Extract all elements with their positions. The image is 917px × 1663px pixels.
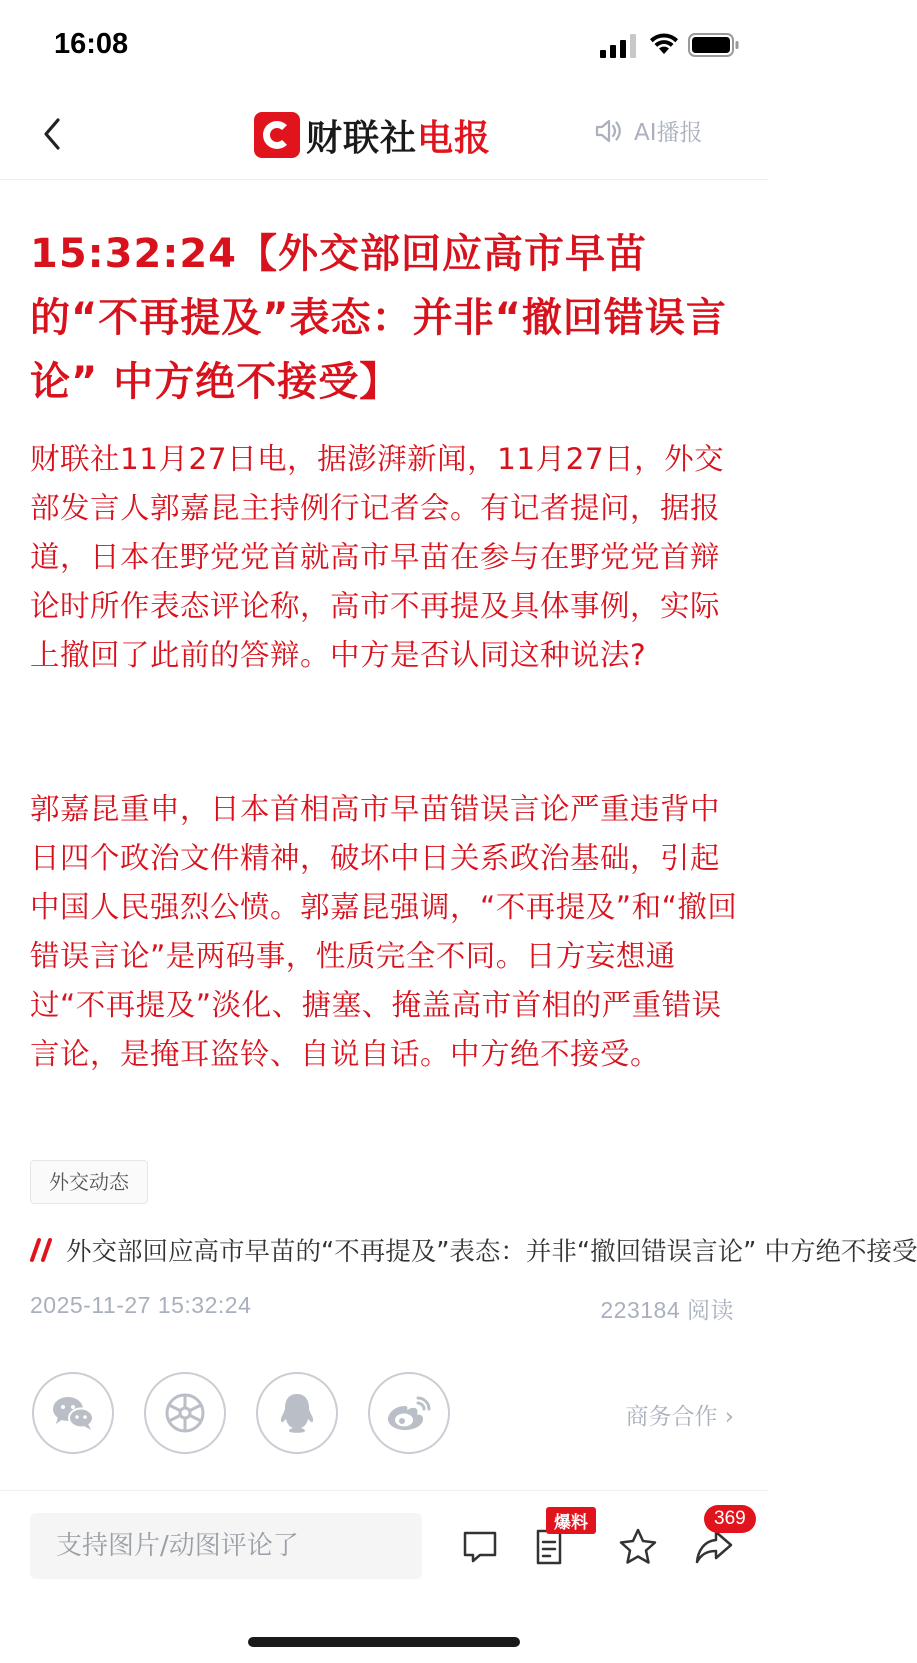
nav-bar xyxy=(0,90,768,180)
logo-mark-icon xyxy=(254,112,300,158)
wifi-icon xyxy=(648,30,680,56)
related-article-link[interactable] xyxy=(30,1232,917,1268)
wechat-icon xyxy=(50,1393,96,1433)
article-headline: 15:32:24【外交部回应高市早苗的“不再提及”表态：并非“撤回错误言论” 中方绝不接受】 xyxy=(30,231,727,405)
weibo-icon xyxy=(385,1392,433,1434)
business-cooperation-link[interactable]: 商务合作 › xyxy=(625,1404,734,1430)
double-slash-icon xyxy=(30,1237,54,1263)
share-arrow-icon[interactable] xyxy=(694,1527,734,1567)
comment-input[interactable]: 支持图片/动图评论了 xyxy=(30,1513,422,1579)
home-indicator xyxy=(248,1637,520,1647)
read-count: 223184 阅读 xyxy=(600,1297,734,1323)
star-icon[interactable] xyxy=(618,1527,658,1567)
logo-prefix: 财联社 xyxy=(306,117,418,159)
share-row xyxy=(32,1372,480,1454)
battery-icon xyxy=(688,33,740,57)
ai-broadcast-button[interactable] xyxy=(594,114,703,147)
ai-broadcast-label: AI播报 xyxy=(634,120,703,146)
report-badge: 爆料 xyxy=(546,1507,596,1534)
share-weibo-button[interactable] xyxy=(368,1372,450,1454)
share-count-badge: 369 xyxy=(704,1505,756,1533)
comment-icon[interactable] xyxy=(460,1527,500,1567)
speaker-icon xyxy=(594,117,624,145)
article-paragraph-2: 郭嘉昆重申，日本首相高市早苗错误言论严重违背中日四个政治文件精神，破坏中日关系政治基础，引起中国人民强烈公愤。郭嘉昆强调，“不再提及”和“撤回错误言论”是两码事，性质完全不同。日方妄想通过“不再提及”淡化、搪塞、掩盖高市首相的严重错误言论，是掩耳盗铃、自说自话。中方绝不接受。 xyxy=(30,792,738,1071)
publish-date: 2025-11-27 15:32:24 xyxy=(30,1292,252,1318)
back-arrow-icon[interactable] xyxy=(38,114,68,154)
moments-icon xyxy=(163,1391,207,1435)
article-paragraph-1: 财联社11月27日电，据澎湃新闻，11月27日，外交部发言人郭嘉昆主持例行记者会。有记者提问，据报道，日本在野党党首就高市早苗在参与在野党党首辩论时所作表态评论称，高市不再提及具体事例，实际上撤回了此前的答辩。中方是否认同这种说法? xyxy=(30,442,725,672)
share-wechat-button[interactable] xyxy=(32,1372,114,1454)
qq-icon xyxy=(277,1391,317,1435)
cellular-signal-icon xyxy=(600,34,636,58)
app-logo xyxy=(254,110,491,160)
logo-text xyxy=(306,110,491,161)
related-article-title: 外交部回应高市早苗的“不再提及”表态：并非“撤回错误言论” 中方绝不接受 xyxy=(66,1237,917,1267)
share-moments-button[interactable] xyxy=(144,1372,226,1454)
topic-tag[interactable]: 外交动态 xyxy=(30,1160,148,1204)
logo-suffix: 电报 xyxy=(417,117,492,159)
status-time: 16:08 xyxy=(54,28,129,60)
share-qq-button[interactable] xyxy=(256,1372,338,1454)
status-bar xyxy=(0,0,768,90)
